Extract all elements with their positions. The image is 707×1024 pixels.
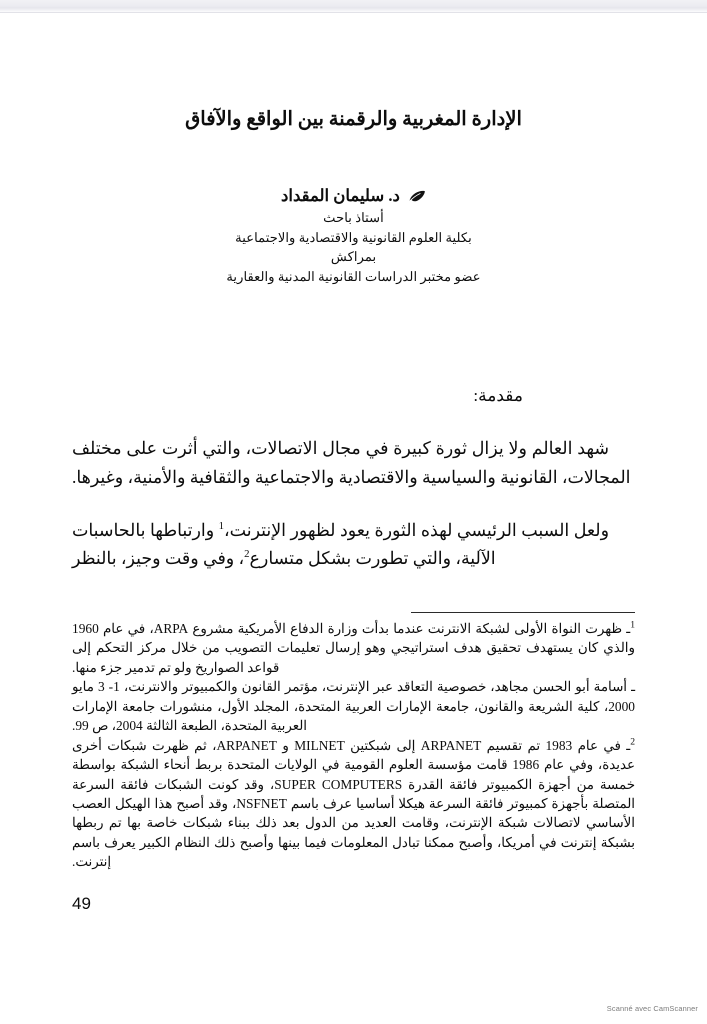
footnote-text-2: في عام 1983 تم تقسيم ARPANET إلى شبكتين MILNET و ARPANET، ثم ظهرت شبكات أخرى عديدة، وفي عام 1986 قامت مؤسسة العلوم القومية في الولايات المتحدة بربط أنحاء الشبكة بواسطة خمسة من أجهزة الكمبيوتر فائقة القدرة SUPER COMPUTERS، وقد كونت الشبكات فائقة السرعة المتصلة بأجهزة كمبيوتر فائقة السرعة هيكلا أساسيا عرف باسم NSFNET، وقد أصبح هذا الهيكل العصب الأساسي لاتصالات شبكة الإنترنت، وقامت العديد من الدول بعد ذلك ببناء شبكات خاصة بها تم ربطها بشبكة إنترنت في أمريكا، وأصبح ممكنا تبادل المعلومات فيما بينها وأصبح ذلك النظام الكبير يعرف باسم إنترنت. <box>72 737 636 870</box>
footnote-text-1: ظهرت النواة الأولى لشبكة الانترنت عندما بدأت وزارة الدفاع الأمريكية مشروع ARPA، في عام 1960 والذي كان يستهدف تحقيق هدف استراتيجي وهو إرسال تعليمات التصويب من خلال مركز التحكم إلى قواعد الصواريخ ولو تم تدمير جزء منها. <box>72 621 635 675</box>
author-name: د. سليمان المقداد <box>281 186 400 206</box>
body-paragraph-1: شهد العالم ولا يزال ثورة كبيرة في مجال الاتصالات، والتي أثرت على مختلف المجالات، القانونية والسياسية والاقتصادية والاجتماعية والثقافية والأمنية، وغيرها. <box>72 438 631 487</box>
footnote-lead-2: ـ <box>620 737 631 753</box>
page-title: الإدارة المغربية والرقمنة بين الواقع والآفاق <box>185 109 522 130</box>
author-affiliation-line-1: أستاذ باحث <box>323 209 384 225</box>
footnote-lead-1b: ـ <box>627 679 635 695</box>
footnote-item-1-continued <box>72 677 635 735</box>
footnote-separator-rule <box>411 612 635 613</box>
author-affiliation-line-2: بكلية العلوم القانونية والاقتصادية والاجتماعية <box>235 229 472 245</box>
author-affiliation-line-4: عضو مختبر الدراسات القانونية المدنية والعقارية <box>226 269 481 285</box>
footnote-item-1 <box>72 619 635 677</box>
quill-pen-icon <box>409 186 426 199</box>
footnotes-section <box>72 612 635 872</box>
footnote-text-1b: أسامة أبو الحسن مجاهد، خصوصية التعاقد عبر الإنترنت، مؤتمر القانون والكمبيوتر والانترنت، 1- 3 مايو 2000، كلية الشريعة والقانون، جامعة الإمارات العربية المتحدة، المجلد الأول، منشورات جامعة الإمارات العربية المتحدة، الطبعة الثالثة 2004، ص 99. <box>72 679 635 734</box>
camscanner-watermark: Scanné avec CamScanner <box>606 1004 698 1013</box>
footnote-lead-1: ـ <box>622 621 631 636</box>
footnote-reference-2[interactable]: 2 <box>244 548 250 561</box>
section-heading-introduction: مقدمة: <box>473 385 523 405</box>
page-number: 49 <box>72 894 91 913</box>
footnote-marker-1: 1 <box>630 619 635 631</box>
body-paragraph-2-segment-2: وارتباطها بالحاسبات الآلية، والتي تطورت بشكل متسارع <box>72 519 496 568</box>
author-affiliation-line-3: بمراكش <box>330 249 377 265</box>
author-block <box>72 184 635 287</box>
footnote-marker-2: 2 <box>630 736 635 748</box>
footnote-item-2 <box>72 736 635 872</box>
footnote-reference-1[interactable]: 1 <box>218 520 225 532</box>
body-paragraph-2-segment-3: ، وفي وقت وجيز، بالنظر <box>72 547 245 568</box>
author-name-row <box>72 184 635 207</box>
body-paragraph-2 <box>72 516 635 572</box>
body-section <box>72 383 635 572</box>
body-paragraph-2-segment-1: ولعل السبب الرئيسي لهذه الثورة يعود لظهور الإنترنت، <box>224 519 609 540</box>
